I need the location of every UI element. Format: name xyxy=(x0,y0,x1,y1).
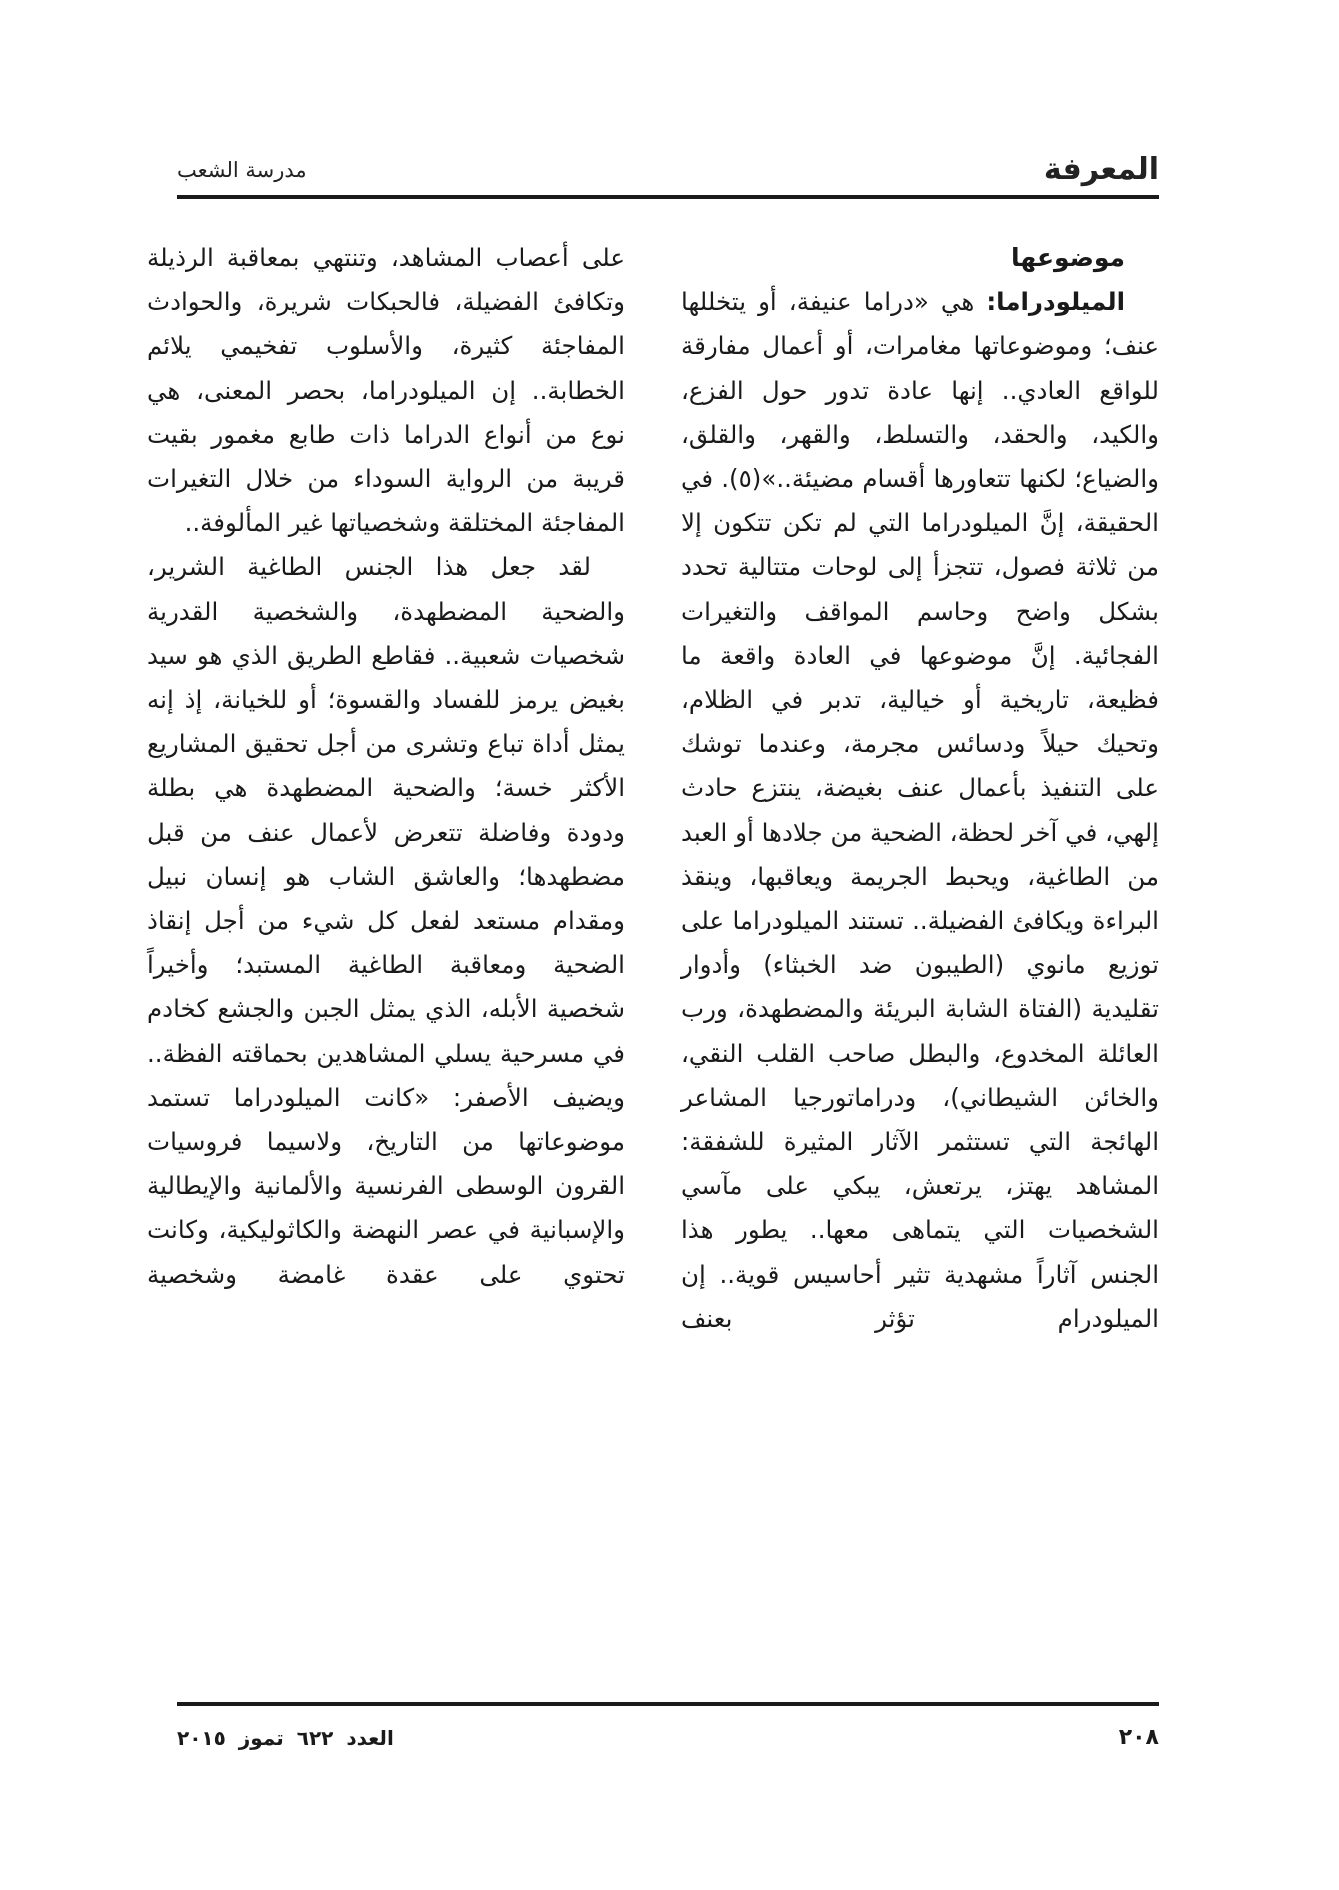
lead-term: الميلودراما: xyxy=(986,287,1125,317)
section-title: مدرسة الشعب xyxy=(177,158,307,182)
header-rule xyxy=(177,195,1159,199)
page-header xyxy=(177,150,1159,190)
paragraph-3: لقد جعل هذا الجنس الطاغية الشرير، والضحية المضطهدة، والشخصية القدرية شخصيات شعبية.. فقاطع الطريق الذي هو سيد بغيض يرمز للفساد والقسوة؛ أو للخيانة، إذ إنه يمثل أداة تباع وتشرى من أجل تحقيق المشاريع الأكثر خسة؛ والضحية المضطهدة هي بطلة ودودة وفاضلة تتعرض لأعمال عنف من قبل مضطهدها؛ والعاشق الشاب هو إنسان نبيل ومقدام مستعد لفعل كل شيء من أجل إنقاذ الضحية ومعاقبة الطاغية المستبد؛ وأخيراً شخصية الأبله، الذي يمثل الجبن والجشع كخادم في مسرحية يسلي المشاهدين بحماقته الفظة.. ويضيف الأصفر: «كانت الميلودراما تستمد موضوعاتها من التاريخ، ولاسيما فروسيات القرون الوسطى الفرنسية والألمانية والإيطالية والإسبانية في عصر النهضة والكاثوليكية، وكانت تحتوي على عقدة غامضة وشخصية xyxy=(147,552,625,1289)
paragraph-2: على أعصاب المشاهد، وتنتهي بمعاقبة الرذيلة وتكافئ الفضيلة، فالحبكات شريرة، والحوادث المفاجئة كثيرة، والأسلوب تفخيمي يلائم الخطابة.. إن الميلودراما، بحصر المعنى، هي نوع من أنواع الدراما ذات طابع مغمور بقيت قريبة من الرواية السوداء من خلال التغيرات المفاجئة المختلقة وشخصياتها غير المألوفة.. xyxy=(147,243,625,538)
section-heading: موضوعها xyxy=(1011,243,1125,272)
magazine-logo: المعرفة xyxy=(1043,152,1159,187)
paragraph-1 xyxy=(681,280,1159,1341)
left-column xyxy=(147,236,625,1297)
paragraph-1-text: هي «دراما عنيفة، أو يتخللها عنف؛ وموضوعاتها مغامرات، أو أعمال مفارقة للواقع العادي.. إنها عادة تدور حول الفزع، والكيد، والحقد، والتسلط، والقهر، والقلق، والضياع؛ لكنها تتعاورها أقسام مضيئة..»(٥). في الحقيقة، إنَّ الميلودراما التي لم تكن تتكون إلا من ثلاثة فصول، تتجزأ إلى لوحات متتالية تحدد بشكل واضح وحاسم المواقف والتغيرات الفجائية. إنَّ موضوعها في العادة واقعة ما فظيعة، تاريخية أو خيالية، تدبر في الظلام، وتحيك حيلاً ودسائس مجرمة، وعندما توشك على التنفيذ بأعمال عنف بغيضة، ينتزع حادث إلهي، في آخر لحظة، الضحية من جلادها أو العبد من الطاغية، ويحبط الجريمة ويعاقبها، وينقذ البراءة ويكافئ الفضيلة.. تستند الميلودراما على توزيع مانوي (الطيبون ضد الخبثاء) وأدوار تقليدية (الفتاة الشابة البريئة والمضطهدة، ورب العائلة المخدوع، والبطل صاحب القلب النقي، والخائن الشيطاني)، ودراماتورجيا المشاعر الهائجة التي تستثمر الآثار المثيرة للشفقة: المشاهد يهتز، يرتعش، يبكي على مآسي الشخصيات التي يتماهى معها.. يطور هذا الجنس آثاراً مشهدية تثير أحاسيس قوية.. إن الميلودرام تؤثر بعنف xyxy=(681,287,1159,1333)
page-number: ٢٠٨ xyxy=(1118,1725,1159,1750)
footer-rule xyxy=(177,1702,1159,1706)
issue-info: العدد ٦٢٢ تموز ٢٠١٥ xyxy=(177,1726,394,1750)
page-footer xyxy=(177,1720,1159,1756)
right-column xyxy=(681,236,1159,1341)
